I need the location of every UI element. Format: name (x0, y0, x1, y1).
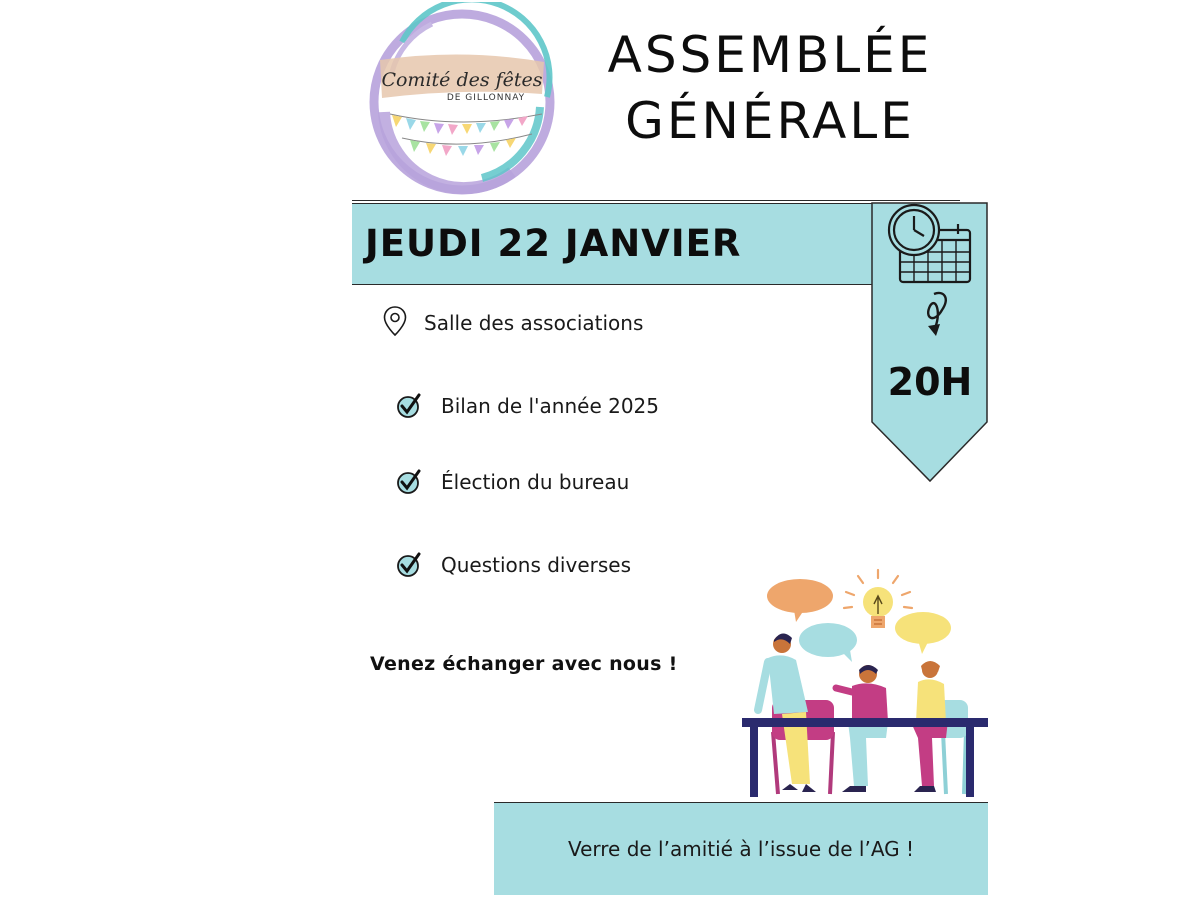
logo (362, 2, 562, 202)
agenda-item (396, 467, 629, 497)
check-circle-icon (396, 469, 422, 495)
event-location: Salle des associations (424, 311, 644, 335)
agenda-item-label: Bilan de l'année 2025 (441, 394, 660, 418)
logo-script-text: Comité des fêtes (381, 69, 543, 91)
title-line-2: GÉNÉRALE (625, 92, 915, 150)
agenda-item-label: Questions diverses (441, 553, 631, 577)
logo-subtitle-text: DE GILLONNAY (446, 93, 526, 103)
page-title (560, 22, 980, 154)
time-pennant (870, 202, 990, 484)
divider (352, 200, 960, 201)
call-to-action: Venez échanger avec nous ! (370, 653, 678, 675)
event-date: JEUDI 22 JANVIER (365, 222, 742, 265)
check-circle-icon (396, 393, 422, 419)
check-circle-icon (396, 552, 422, 578)
meeting-illustration (738, 562, 992, 802)
event-time: 20H (887, 360, 973, 404)
footer-text: Verre de l’amitié à l’issue de l’AG ! (567, 837, 915, 861)
map-pin-icon (382, 305, 408, 337)
footer-banner (494, 802, 988, 895)
title-line-1: ASSEMBLÉE (607, 26, 933, 84)
agenda-item-label: Élection du bureau (441, 470, 630, 494)
agenda-item (396, 550, 631, 580)
agenda-item (396, 391, 659, 421)
